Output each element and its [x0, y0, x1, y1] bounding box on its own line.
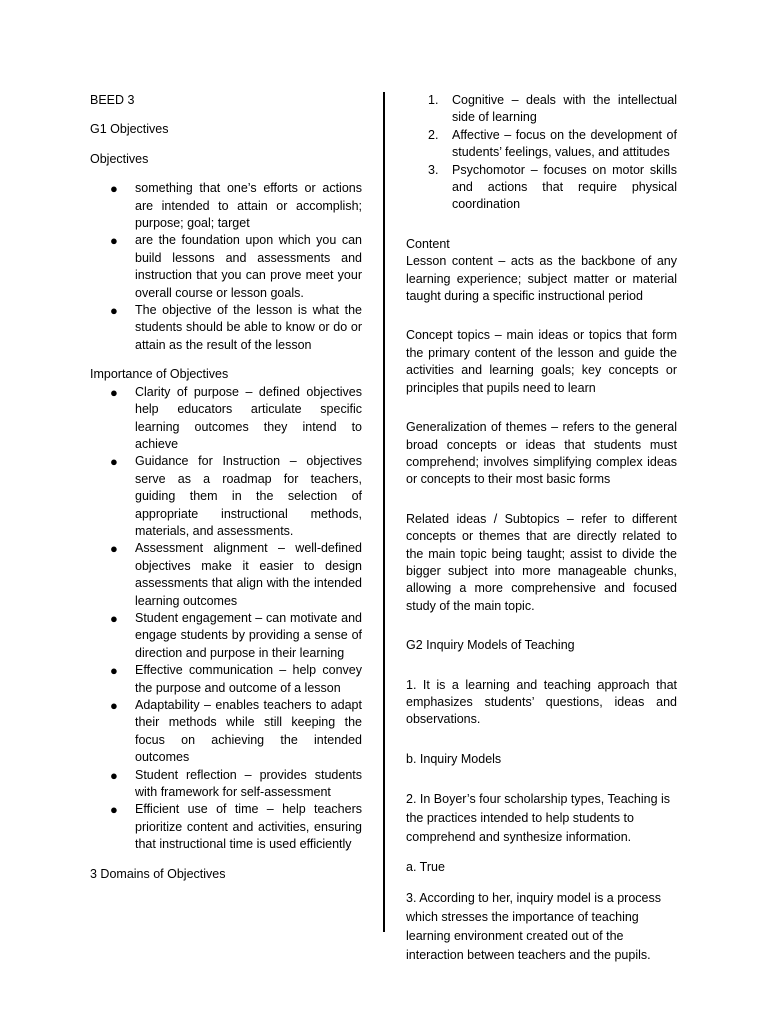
document-header: BEED 3: [90, 93, 135, 107]
objectives-list: [90, 180, 362, 354]
list-item: ● Student engagement – can motivate and engage students by providing a sense of direction and purpose in their learning: [110, 610, 362, 660]
answer-2: a. True: [406, 860, 445, 875]
content-heading: Content: [406, 236, 450, 251]
list-item: ● are the foundation upon which you can build lessons and assessments and instruction that you can prove meet your overall course or lesson goals.: [110, 233, 362, 300]
question-2: 2. In Boyer’s four scholarship types, Teaching is the practices intended to help students to comprehend and synthesize information.: [406, 792, 671, 845]
list-item: ● Effective communication – help convey the purpose and outcome of a lesson: [110, 663, 362, 695]
list-item: ● Guidance for Instruction – objectives serve as a roadmap for teachers, guiding them in the selection of appropriate instructional methods, materials, and assessments.: [110, 454, 362, 538]
concept-topics-paragraph: Concept topics – main ideas or topics that form the primary content of the lesson and guide the activities and learning goals; key concepts or principles that pupils need to learn: [406, 328, 677, 395]
bullet-icon: ●: [110, 303, 118, 319]
list-item: 2. Affective – focus on the development of students’ feelings, values, and attitudes: [428, 127, 677, 160]
list-item: ● The objective of the lesson is what the students should be able to know or do or attain as the result of the lesson: [110, 303, 362, 352]
bullet-icon: ●: [110, 384, 118, 400]
related-ideas-paragraph: Related ideas / Subtopics – refer to different concepts or themes that are directly related to the main topic being taught; assist to divide the bigger subject into more manageable chunks, allowing a more comprehensive and focused study of the main topic.: [406, 511, 677, 613]
list-item: ● Clarity of purpose – defined objectives help educators articulate specific learning outcomes they intend to achieve: [110, 384, 362, 451]
group-title: G1 Objectives: [90, 122, 169, 137]
question-1: 1. It is a learning and teaching approach that emphasizes students’ questions, ideas and observations.: [406, 677, 677, 727]
bullet-icon: ●: [110, 663, 118, 679]
domains-list: [406, 92, 677, 214]
list-item: 3. Psychomotor – focuses on motor skills and actions that require physical coordination: [428, 162, 677, 212]
generalization-paragraph: Generalization of themes – refers to the general broad concepts or ideas that students must comprehend; involves simplifying complex ideas or concepts to their most basic forms: [406, 420, 677, 487]
importance-heading: Importance of Objectives: [90, 367, 229, 382]
left-column: [90, 92, 362, 883]
bullet-icon: ●: [110, 181, 118, 197]
list-item: ● Student reflection – provides students with framework for self-assessment: [110, 767, 362, 800]
bullet-icon: ●: [110, 698, 118, 713]
list-item: ● Assessment alignment – well-defined objectives make it easier to design assessments that align with the intended learning outcomes: [110, 541, 362, 608]
objectives-heading: Objectives: [90, 151, 149, 166]
list-item: ● something that one’s efforts or actions are intended to attain or accomplish; purpose; goal; target: [110, 181, 362, 231]
right-column: [406, 92, 677, 965]
domains-heading: 3 Domains of Objectives: [90, 866, 226, 881]
question-3: 3. According to her, inquiry model is a process which stresses the importance of teaching learning environment created out of the interaction between teachers and the pupils.: [406, 890, 661, 962]
bullet-icon: ●: [110, 454, 118, 470]
lesson-content-paragraph: Lesson content – acts as the backbone of any learning experience; subject matter or material taught during a specific instructional period: [406, 254, 677, 304]
group2-title: G2 Inquiry Models of Teaching: [406, 638, 575, 653]
bullet-icon: ●: [110, 610, 118, 626]
answer-1: b. Inquiry Models: [406, 751, 502, 766]
list-item: ● Adaptability – enables teachers to adapt their methods while still keeping the focus on achieving the intended outcomes: [110, 698, 362, 765]
bullet-icon: ●: [110, 233, 118, 249]
list-item: 1. Cognitive – deals with the intellectual side of learning: [428, 93, 677, 125]
importance-list: [90, 384, 362, 854]
column-divider: [383, 92, 385, 932]
bullet-icon: ●: [110, 541, 118, 557]
list-item: ● Efficient use of time – help teachers prioritize content and activities, ensuring that instructional time is used efficiently: [110, 802, 362, 852]
bullet-icon: ●: [110, 767, 118, 783]
bullet-icon: ●: [110, 802, 118, 818]
